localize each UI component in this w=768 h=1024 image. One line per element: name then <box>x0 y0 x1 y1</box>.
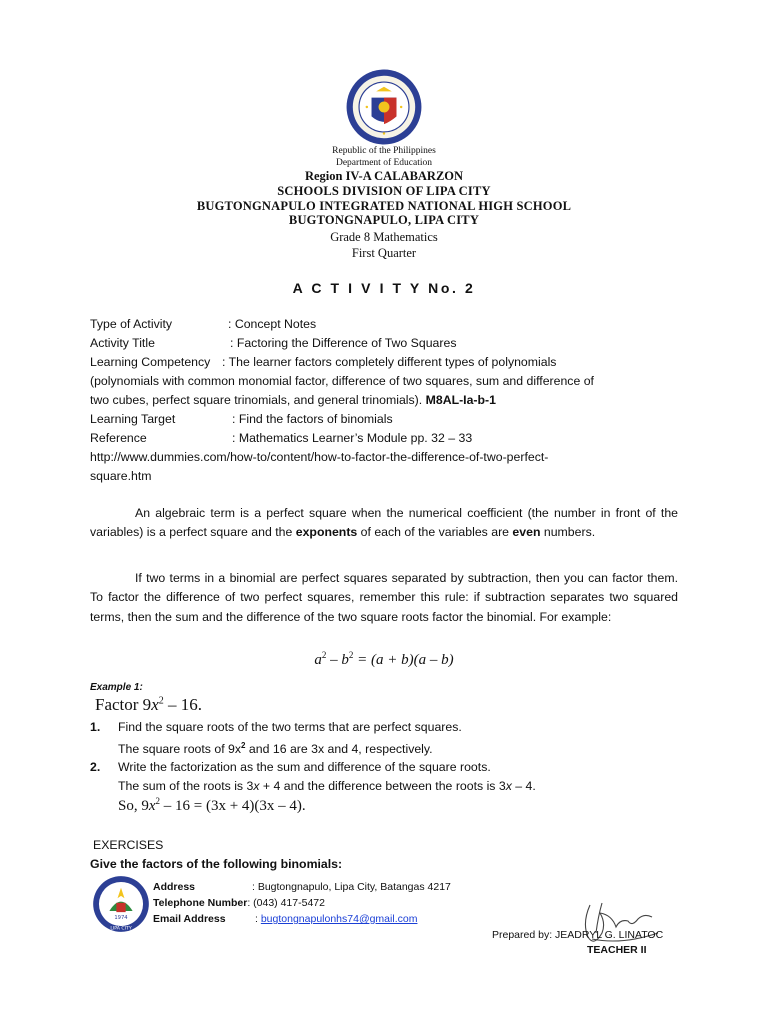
department-text: Department of Education <box>335 158 433 168</box>
title-row <box>90 334 690 353</box>
reference-label: Reference <box>90 431 147 445</box>
para1-bold-exponents: exponents <box>295 525 358 540</box>
formula-minus: – <box>326 652 342 668</box>
reference-url-text-1[interactable]: http://www.dummies.com/how-to/content/how-to-factor-the-difference-of-two-perfect- <box>90 450 549 464</box>
para1-text-1: An algebraic term is a perfect square when the numerical coefficient (the number in front of the variables) is a perfect square and the <box>90 506 678 540</box>
quarter-text: First Quarter <box>351 246 417 260</box>
reference-value: : Mathematics Learner’s Module pp. 32 – 33 <box>232 431 473 445</box>
formula-a: a <box>314 652 322 668</box>
para2-text: If two terms in a binomial are perfect squares separated by subtraction, then you can factor them. To factor the difference of two perfect squares, remember this rule: if subtraction separates two squared terms, then the sum and the difference of the two square roots factor the binomial. For example: <box>90 571 678 624</box>
step-1-detail-exp: 2 <box>241 740 246 750</box>
factor-word: Factor 9 <box>95 695 152 714</box>
grade-text: Grade 8 Mathematics <box>330 230 438 244</box>
reference-url-text-2[interactable]: square.htm <box>90 469 152 483</box>
paragraph-perfect-square <box>90 504 678 543</box>
footer-address <box>153 881 451 893</box>
address-label: Address <box>153 881 196 893</box>
step-1-text: Find the square roots of the two terms that are perfect squares. <box>118 720 462 734</box>
exercises-instruction: Give the factors of the following binomials: <box>90 857 343 871</box>
competency-value: : The learner factors completely different types of polynomials <box>222 355 557 369</box>
formula-exp-a: 2 <box>321 650 327 660</box>
factor-rest: – 16. <box>163 695 202 714</box>
address-value: : Bugtongnapulo, Lipa City, Batangas 4217 <box>252 881 451 893</box>
activity-title: A C T I V I T Y No. 2 <box>292 280 476 296</box>
competency-text-3a: two cubes, perfect square trinomials, and general trinomials). <box>90 393 423 407</box>
para1-text-2: of each of the variables are <box>357 525 513 540</box>
para1-bold-even: even <box>512 525 541 540</box>
step-2-detail-x2: x <box>505 778 512 793</box>
step-1-detail <box>90 737 536 759</box>
example-steps <box>90 718 536 795</box>
competency-line-2 <box>90 372 690 391</box>
step-1 <box>90 718 536 737</box>
type-value: : Concept Notes <box>228 317 317 331</box>
deped-seal-icon <box>345 68 423 146</box>
formula-b: b <box>341 652 349 668</box>
email-label: Email Address <box>153 913 226 925</box>
para1-text-3: numbers. <box>540 525 596 540</box>
email-colon: : <box>255 913 261 925</box>
footer-email <box>153 913 417 925</box>
target-value: : Find the factors of binomials <box>232 412 393 426</box>
phone-value: : (043) 417-5472 <box>247 897 325 909</box>
title-value: : Factoring the Difference of Two Squares <box>230 336 457 350</box>
so-rest: – 16 = (3x + 4)(3x – 4). <box>160 798 306 814</box>
competency-text-3 <box>90 391 496 410</box>
step-1-detail-b: and 16 are 3x and 4, respectively. <box>245 741 433 756</box>
exercises-heading: EXERCISES <box>93 838 164 852</box>
type-label: Type of Activity <box>90 317 173 331</box>
type-row <box>90 315 690 334</box>
so-var: x <box>148 798 156 814</box>
school-location: BUGTONGNAPULO, LIPA CITY <box>288 213 480 227</box>
step-2-detail-a: The sum of the roots is 3 <box>118 778 254 793</box>
teacher-title: TEACHER II <box>587 944 647 956</box>
formula-rhs: = (a + b)(a – b) <box>353 652 454 668</box>
step-2-detail <box>90 777 536 796</box>
prepared-by: Prepared by: JEADRYL G. LINATOC <box>492 929 664 941</box>
competency-line-3 <box>90 391 690 410</box>
competency-label: Learning Competency <box>90 355 211 369</box>
footer-phone <box>153 897 325 909</box>
competency-text-2: (polynomials with common monomial factor, difference of two squares, sum and difference of <box>90 374 594 388</box>
example-label: Example 1: <box>90 682 143 693</box>
so-exp: 2 <box>155 796 161 806</box>
competency-row <box>90 353 690 372</box>
step-2-detail-b: + 4 and the difference between the roots is 3 <box>259 778 506 793</box>
difference-of-squares-formula <box>0 650 768 669</box>
school-logo-icon <box>92 875 150 933</box>
reference-url-1[interactable] <box>90 448 690 467</box>
region-label: Region <box>304 169 343 183</box>
region-value: IV-A CALABARZON <box>345 169 464 183</box>
step-2-detail-x1: x <box>253 778 260 793</box>
activity-info <box>90 315 690 486</box>
factor-exp: 2 <box>158 695 164 707</box>
target-row <box>90 410 690 429</box>
republic-text: Republic of the Philippines <box>332 146 436 156</box>
step-2-number: 2. <box>90 760 101 775</box>
reference-url-2[interactable] <box>90 467 690 486</box>
competency-code: M8AL-Ia-b-1 <box>425 393 496 407</box>
so-text-a: So, 9 <box>118 798 149 814</box>
step-1-number: 1. <box>90 720 101 734</box>
title-label: Activity Title <box>90 336 155 350</box>
factor-var: x <box>151 695 159 714</box>
school-logo-city: LIPA CITY <box>110 926 132 932</box>
paragraph-rule <box>90 569 678 627</box>
formula-exp-b: 2 <box>348 650 354 660</box>
step-1-detail-a: The square roots of 9x <box>118 741 242 756</box>
email-link[interactable]: bugtongnapulonhs74@gmail.com <box>260 913 418 925</box>
example-answer <box>118 796 306 815</box>
target-label: Learning Target <box>90 412 176 426</box>
phone-label: Telephone Number <box>153 897 248 909</box>
region-text <box>0 169 768 184</box>
step-2-text: Write the factorization as the sum and difference of the square roots. <box>118 760 491 775</box>
example-problem <box>95 695 202 715</box>
step-2 <box>90 758 536 777</box>
step-2-detail-c: – 4. <box>511 778 536 793</box>
reference-row <box>90 429 690 448</box>
school-name: BUGTONGNAPULO INTEGRATED NATIONAL HIGH SCHOOL <box>196 199 572 213</box>
division-text: SCHOOLS DIVISION OF LIPA CITY <box>277 184 491 198</box>
school-logo-year: 1974 <box>114 915 128 922</box>
